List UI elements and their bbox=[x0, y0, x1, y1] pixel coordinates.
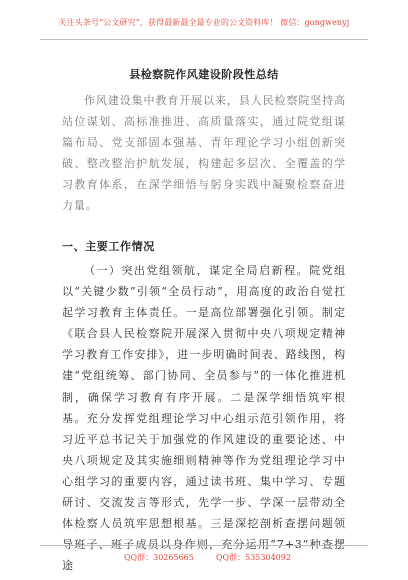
document-title: 县检察院作风建设阶段性总结 bbox=[129, 68, 279, 81]
header-divider bbox=[40, 39, 368, 40]
section-paragraph: （一）突出党组领航，谋定全局启新程。院党组以“关键少数”引领“全员行动”，用高度的政治自觉扛起学习教育主体责任。一是高位部署强化引领。制定《联合县人民检察院开展深入贯彻中央八项规定精神学习教育工作安排》，进一步明确时间表、路线图，构建“党组统筹、部门协同、全员参与”的一体化推进机制，确保学习教育有序开展。二是深学细悟筑牢根基。充分发挥党组理论学习中心组示范引领作用，将习近平总书记关于加强党的作风建设的重要论述、中央八项规定及其实施细则精神等作为党组理论学习中心组学习的重要内容，通过读书班、集中学习、专题研讨、交流发言等形式，先学一步、学深一层带动全体检察人员筑牢思想根基。三是深挖剖析查摆问题领导班子、班子成员以身作则，充分运用“7+3”种查摆途 bbox=[62, 264, 346, 573]
footer-qq-group-1: QQ群：30265665 bbox=[124, 553, 194, 562]
section-heading: 一、主要工作情况 bbox=[62, 240, 155, 253]
intro-paragraph: 作风建设集中教育开展以来，县人民检察院坚持高站位谋划、高标准推进、高质量落实，通过院党组谋篇布局、党支部固本强基、青年理论学习小组创新突破、整改整治护航发展，构建起多层次、全覆盖的学习教育体系，在深学细悟与躬身实践中凝聚检察奋进力量。 bbox=[62, 94, 346, 213]
promo-banner: 关注头条号“公文研究”，获得最新最全最专业的公文资料库！ 微信：gongwenyj bbox=[58, 18, 350, 27]
footer-qq-group-2: QQ群：535304092 bbox=[216, 553, 291, 562]
footer-divider bbox=[40, 545, 368, 546]
